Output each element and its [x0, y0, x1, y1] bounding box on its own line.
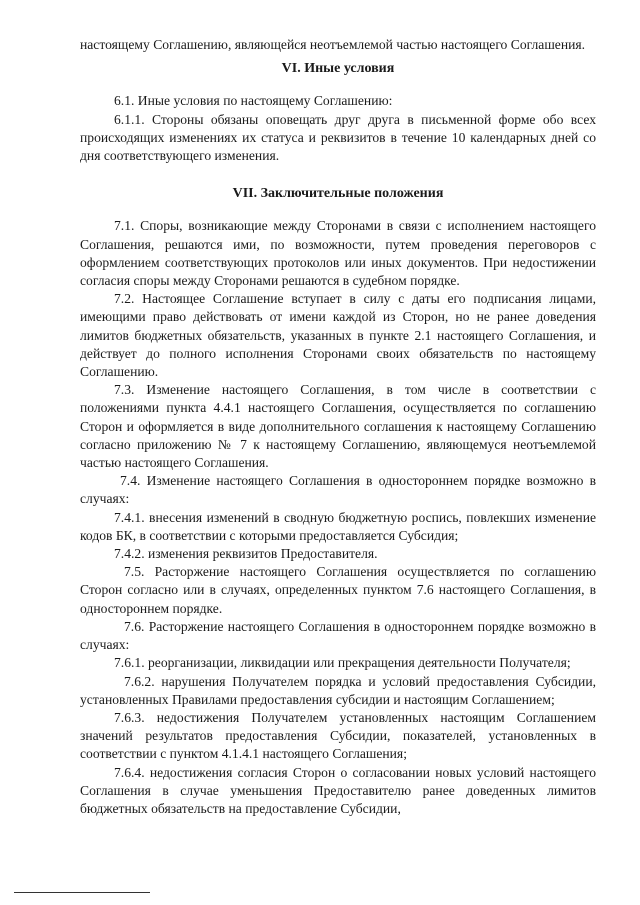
- clause-6-1-1: 6.1.1. Стороны обязаны оповещать друг друга в письменной форме обо всех происходящих изменениях их статуса и реквизитов в течение 10 календарных дней со дня соответствующего изменения.: [80, 111, 596, 164]
- document-body: [80, 36, 596, 818]
- footnote-divider: [14, 892, 150, 893]
- clause-7-4: 7.4. Изменение настоящего Соглашения в одностороннем порядке возможно в случаях:: [80, 473, 596, 507]
- clause-7-6-3: 7.6.3. недостижения Получателем установленных настоящим Соглашением значений результатов предоставления Субсидии, показателей, установленных в соответствии с пунктом 4.1.4.1 настоящего Соглашения;: [80, 709, 596, 762]
- clause-7-2: 7.2. Настоящее Соглашение вступает в силу с даты его подписания лицами, имеющими право действовать от имени каждой из Сторон, но не ранее доведения лимитов бюджетных обязательств, указанных в пункте 2.1 настоящего Соглашения, и действует до полного исполнения Сторонами своих обязательств по настоящему Соглашению.: [80, 291, 596, 380]
- clause-7-4-1: 7.4.1. внесения изменений в сводную бюджетную роспись, повлекших изменение кодов БК, в соответствии с которыми предоставляется Субсидия;: [80, 509, 596, 543]
- clause-7-1: 7.1. Споры, возникающие между Сторонами в связи с исполнением настоящего Соглашения, решаются ими, по возможности, путем проведения переговоров с оформлением соответствующих протоколов или иных документов. При недостижении согласия споры между Сторонами решаются в судебном порядке.: [80, 218, 596, 289]
- clause-7-6-4: 7.6.4. недостижения согласия Сторон о согласовании новых условий настоящего Соглашения в случае уменьшения Предоставителю ранее доведенных лимитов бюджетных обязательств на предоставление Субсидии,: [80, 764, 596, 816]
- clause-7-5: 7.5. Расторжение настоящего Соглашения осуществляется по соглашению Сторон согласно или в случаях, определенных пунктом 7.6 настоящего Соглашения, в одностороннем порядке.: [80, 564, 596, 616]
- clause-7-6-2: 7.6.2. нарушения Получателем порядка и условий предоставления Субсидии, установленных Правилами предоставления субсидии и настоящим Соглашением;: [80, 673, 596, 707]
- carryover-paragraph: настоящему Соглашению, являющейся неотъемлемой частью настоящего Соглашения.: [80, 37, 586, 52]
- clause-7-3: 7.3. Изменение настоящего Соглашения, в том числе в соответствии с положениями пункта 4.4.1 настоящего Соглашения, осуществляется по соглашению Сторон и оформляется в виде дополнительного соглашения к настоящему Соглашению согласно приложению № 7 к настоящему Соглашению, являющемуся неотъемлемой частью настоящего Соглашения.: [80, 382, 596, 471]
- clause-7-4-2: 7.4.2. изменения реквизитов Предоставителя.: [114, 546, 378, 562]
- clause-7-6-1: 7.6.1. реорганизации, ликвидации или прекращения деятельности Получателя;: [114, 655, 571, 671]
- clause-6-1: 6.1. Иные условия по настоящему Соглашению:: [114, 93, 393, 109]
- section-7-heading: VII. Заключительные положения: [232, 186, 444, 202]
- section-6-heading: VI. Иные условия: [281, 61, 395, 77]
- clause-7-6: 7.6. Расторжение настоящего Соглашения в одностороннем порядке возможно в случаях:: [80, 618, 596, 653]
